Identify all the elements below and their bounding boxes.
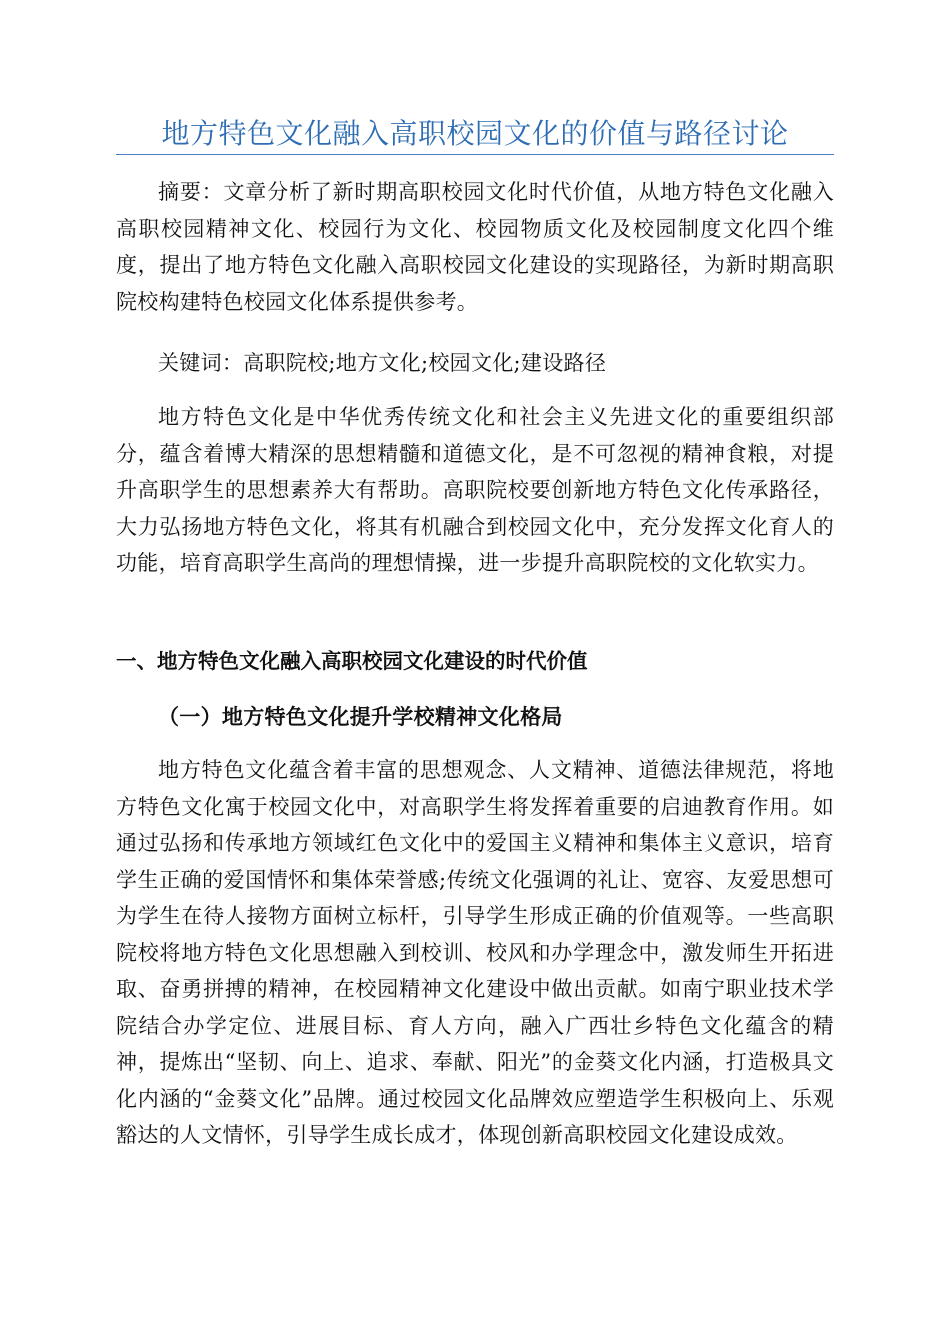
keywords-line: 关键词：高职院校;地方文化;校园文化;建设路径 — [158, 351, 607, 375]
abstract-paragraph: 摘要：文章分析了新时期高职校园文化时代价值，从地方特色文化融入高职校园精神文化、校园行为文化、校园物质文化及校园制度文化四个维度，提出了地方特色文化融入高职校园文化建设的实现路径，为新时期高职院校构建特色校园文化体系提供参考。 — [116, 180, 834, 314]
intro-paragraph: 地方特色文化是中华优秀传统文化和社会主义先进文化的重要组织部分，蕴含着博大精深的思想精髓和道德文化，是不可忽视的精神食粮，对提升高职学生的思想素养大有帮助。高职院校要创新地方特色文化传承路径，大力弘扬地方特色文化，将其有机融合到校园文化中，充分发挥文化育人的功能，培育高职学生高尚的理想情操，进一步提升高职院校的文化软实力。 — [116, 405, 834, 575]
subsection-heading: （一）地方特色文化提升学校精神文化格局 — [158, 704, 563, 729]
section-heading: 一、地方特色文化融入高职校园文化建设的时代价值 — [116, 649, 588, 673]
subsection-body-paragraph: 地方特色文化蕴含着丰富的思想观念、人文精神、道德法律规范，将地方特色文化寓于校园文化中，对高职学生将发挥着重要的启迪教育作用。如通过弘扬和传承地方领域红色文化中的爱国主义精神和集体主义意识，培育学生正确的爱国情怀和集体荣誉感;传统文化强调的礼让、宽容、友爱思想可为学生在待人接物方面树立标杆，引导学生形成正确的价值观等。一些高职院校将地方特色文化思想融入到校训、校风和办学理念中，激发师生开拓进取、奋勇拼搏的精神，在校园精神文化建设中做出贡献。如南宁职业技术学院结合办学定位、进展目标、育人方向，融入广西壮乡特色文化蕴含的精神，提炼出“坚韧、向上、追求、奉献、阳光”的金葵文化内涵，打造极具文化内涵的“金葵文化”品牌。通过校园文化品牌效应塑造学生积极向上、乐观豁达的人文情怀，引导学生成长成才，体现创新高职校园文化建设成效。 — [116, 758, 834, 1147]
document-title: 地方特色文化融入高职校园文化的价值与路径讨论 — [161, 117, 789, 150]
title-underline — [116, 154, 834, 155]
